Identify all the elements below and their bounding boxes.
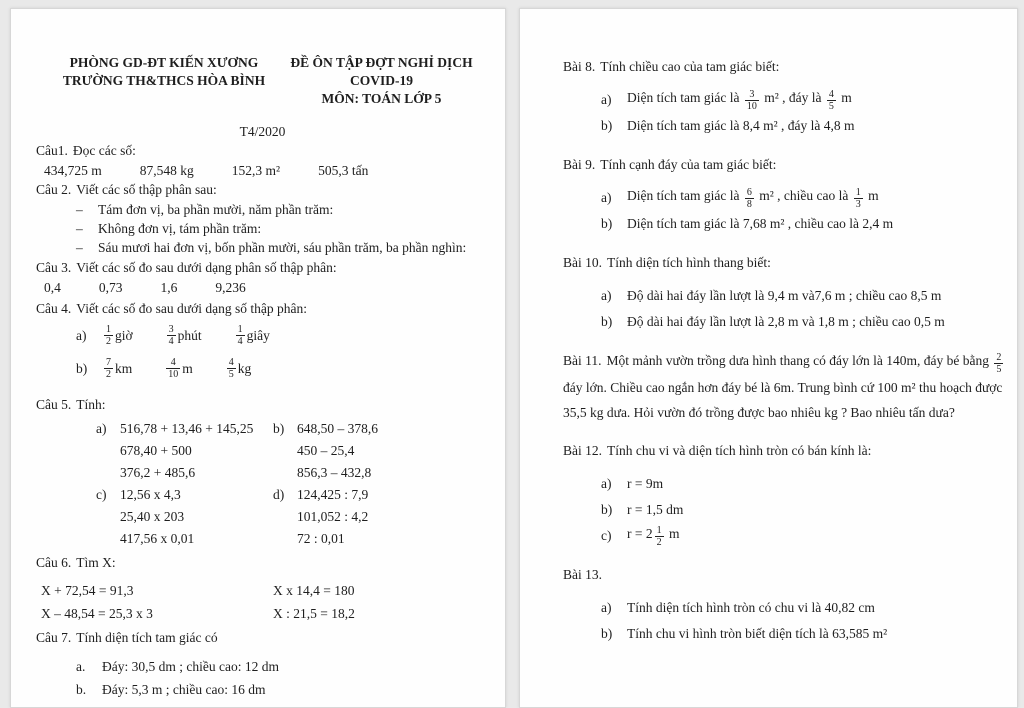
item-label: d) <box>273 487 285 502</box>
item-text: Diện tích tam giác là 8,4 m² , đáy là 4,8 m <box>627 118 855 133</box>
item-text: Tính chu vi hình tròn biết diện tích là 63,585 m² <box>627 626 888 641</box>
question <box>36 181 489 257</box>
page-1 <box>10 8 506 708</box>
question-label: Bài 12. <box>563 443 602 458</box>
question-heading <box>563 348 1009 425</box>
item-label: a. <box>76 658 86 674</box>
equation: X : 21,5 = 18,2 <box>273 606 355 621</box>
question-title: Tính cạnh đáy của tam giác biết: <box>600 157 777 172</box>
item-label: b) <box>601 314 613 329</box>
value: 152,3 m² <box>231 163 281 178</box>
question-label: Bài 9. <box>563 157 596 172</box>
list-item <box>563 113 1009 139</box>
list-item <box>563 185 1009 211</box>
item-text: Đáy: 30,5 dm ; chiều cao: 12 dm <box>102 658 279 674</box>
fraction-numerator: 7 <box>106 357 111 368</box>
value: $\frac{7}{2}$ km <box>106 357 133 380</box>
school-name: TRƯỜNG TH&THCS HÒA BÌNH <box>62 73 266 88</box>
item-label <box>273 440 297 462</box>
document-header <box>54 54 489 108</box>
value: 87,548 kg <box>139 163 194 178</box>
value: $\frac{4}{5}$ kg <box>228 357 252 380</box>
question-heading <box>563 54 1009 79</box>
question <box>563 54 1009 139</box>
question <box>563 152 1009 237</box>
fraction-denominator: 8 <box>746 198 752 210</box>
item-label <box>96 462 120 484</box>
question <box>563 562 1009 647</box>
list-item <box>563 87 1009 113</box>
equation-text: 678,40 + 500 <box>120 443 192 458</box>
item-list <box>563 283 1009 335</box>
value: 0,4 <box>44 280 61 295</box>
equation <box>273 440 489 462</box>
question <box>36 396 489 550</box>
value: $\frac{1}{2}$ giờ <box>106 324 133 347</box>
dash-bullet: – <box>76 221 83 236</box>
question-title: Viết các số thập phân sau: <box>76 182 217 197</box>
question-label: Câu 5. <box>36 397 72 412</box>
equation-text: 516,78 + 13,46 + 145,25 <box>120 421 254 436</box>
fraction-rows <box>36 319 489 385</box>
fraction-denominator: 10 <box>168 369 179 380</box>
fraction-denominator: 10 <box>746 100 757 112</box>
list-item <box>563 309 1009 335</box>
item-label: b) <box>76 360 88 376</box>
fraction <box>745 89 759 112</box>
values <box>102 324 270 347</box>
question-heading <box>563 250 1009 275</box>
question-label: Câu 6. <box>36 555 72 570</box>
question-label: Câu1. <box>36 143 68 158</box>
fraction <box>227 357 236 380</box>
dash-bullet: – <box>76 202 83 217</box>
question <box>36 629 489 701</box>
item-list <box>563 595 1009 647</box>
dash-list <box>36 200 489 257</box>
fraction <box>166 357 180 380</box>
fraction-denominator: 3 <box>855 198 861 210</box>
question-heading <box>36 396 489 413</box>
equation-text: 12,56 x 4,3 <box>120 487 181 502</box>
calc-columns <box>36 418 489 550</box>
equation-text: 417,56 x 0,01 <box>120 531 195 546</box>
list-item <box>563 283 1009 309</box>
page-2-content <box>520 9 1017 647</box>
equation <box>96 418 273 440</box>
equation-text: 856,3 – 432,8 <box>297 465 372 480</box>
equation <box>273 462 489 484</box>
item-text: Diện tích tam giác là 7,68 m² , chiều cao là 2,4 m <box>627 216 894 231</box>
item-text: r = 2 $\frac{1}{2}$ m <box>627 524 680 548</box>
fraction <box>167 324 176 347</box>
question-heading <box>36 629 489 646</box>
school-block <box>54 54 274 108</box>
questions-right <box>563 54 1009 647</box>
fraction-numerator: 3 <box>168 324 174 335</box>
question-title: Tính chu vi và diện tích hình tròn có bán kính là: <box>607 443 872 458</box>
fraction <box>104 324 113 347</box>
list-item <box>563 621 1009 647</box>
question-label: Câu 7. <box>36 630 72 645</box>
equation <box>273 528 489 550</box>
question <box>36 142 489 179</box>
item-label: b) <box>601 216 613 231</box>
list-item <box>36 219 489 238</box>
equation <box>96 440 273 462</box>
item-label <box>96 528 120 550</box>
equation <box>96 528 273 550</box>
item-label: a) <box>601 92 612 107</box>
question <box>563 348 1009 425</box>
questions-left <box>36 142 489 701</box>
item-label: b) <box>601 502 613 517</box>
item-label <box>273 506 297 528</box>
dash-bullet: – <box>76 240 83 255</box>
item-label <box>273 528 297 550</box>
item-label: c) <box>96 487 107 502</box>
question <box>36 259 489 296</box>
fraction-numerator: 4 <box>166 357 180 369</box>
item-label: a) <box>601 288 612 303</box>
question-label: Bài 10. <box>563 255 602 270</box>
item-text: Không đơn vị, tám phần trăm: <box>98 221 262 236</box>
question-title: Tìm X: <box>76 555 116 570</box>
item-label: a) <box>76 327 87 343</box>
item-text: Diện tích tam giác là $\frac{6}{8}$ m² , chiều cao là $\frac{1}{3}$ m <box>627 186 879 210</box>
fraction-denominator: 5 <box>996 364 1002 375</box>
fraction <box>236 324 245 347</box>
fraction-numerator: 1 <box>855 186 861 198</box>
equation-text: 101,052 : 4,2 <box>297 509 369 524</box>
equation: X + 72,54 = 91,3 <box>41 583 134 598</box>
fraction-numerator: 4 <box>228 357 234 368</box>
question-title: Tính: <box>76 397 106 412</box>
equation: X x 14,4 = 180 <box>273 583 355 598</box>
fraction <box>827 89 836 112</box>
list-item <box>563 211 1009 237</box>
item-label: a) <box>96 421 107 436</box>
question-heading <box>563 152 1009 177</box>
equation <box>96 462 273 484</box>
item-list <box>563 87 1009 139</box>
item-label: a) <box>601 476 612 491</box>
question-label: Câu 3. <box>36 260 72 275</box>
fraction-numerator: 6 <box>746 186 752 198</box>
equation <box>273 484 489 506</box>
equation-text: 72 : 0,01 <box>297 531 345 546</box>
equation-pairs <box>36 579 489 625</box>
question-label: Bài 8. <box>563 59 596 74</box>
question <box>36 554 489 625</box>
question-title: Viết các số đo sau dưới dạng phân số thập phân: <box>76 260 337 275</box>
department-name: PHÒNG GD-ĐT KIẾN XƯƠNG <box>69 55 259 70</box>
calc-column <box>273 418 489 550</box>
list-item <box>563 595 1009 621</box>
question <box>36 300 489 385</box>
item-label <box>273 462 297 484</box>
value: 1,6 <box>160 280 178 295</box>
equation <box>96 506 273 528</box>
equation-text: 376,2 + 485,6 <box>120 465 196 480</box>
equation: X – 48,54 = 25,3 x 3 <box>41 606 153 621</box>
values-row <box>36 279 489 296</box>
fraction-denominator: 5 <box>228 369 234 380</box>
fraction-numerator: 3 <box>745 89 759 101</box>
item-label: b. <box>76 681 87 697</box>
value: $\frac{3}{4}$ phút <box>168 324 202 347</box>
fraction-denominator: 2 <box>106 369 111 380</box>
question-title: Đọc các số: <box>72 143 136 158</box>
equation <box>273 418 489 440</box>
list-item <box>563 523 1009 549</box>
question-heading <box>563 562 1009 587</box>
page-1-content <box>11 9 505 701</box>
fraction-row <box>36 319 489 352</box>
fraction-numerator: 1 <box>656 524 662 536</box>
question-label: Câu 4. <box>36 301 72 316</box>
fraction-denominator: 4 <box>237 336 243 347</box>
value: $\frac{4}{10}$ m <box>168 357 193 380</box>
question-label: Bài 11. <box>563 353 602 368</box>
fraction-denominator: 2 <box>656 536 662 548</box>
page-2 <box>519 8 1018 708</box>
item-label: a) <box>601 600 612 615</box>
question <box>563 250 1009 335</box>
calc-column <box>96 418 273 550</box>
value: 0,73 <box>98 280 123 295</box>
question-label: Câu 2. <box>36 182 72 197</box>
fraction-denominator: 5 <box>828 100 834 112</box>
value: 505,3 tấn <box>318 163 369 178</box>
item-text: Độ dài hai đáy lần lượt là 2,8 m và 1,8 m ; chiều cao 0,5 m <box>627 314 945 329</box>
item-label <box>96 506 120 528</box>
document-title: ĐỀ ÔN TẬP ĐỢT NGHỈ DỊCH COVID-19 <box>290 55 473 88</box>
list-item <box>36 200 489 219</box>
equation <box>273 506 489 528</box>
item-list <box>563 471 1009 549</box>
fraction-denominator: 4 <box>168 336 174 347</box>
question <box>563 438 1009 549</box>
fraction-numerator: 1 <box>106 324 111 335</box>
item-text: r = 9m <box>627 476 664 491</box>
question-title: Tính diện tích hình thang biết: <box>607 255 771 270</box>
question-heading <box>36 259 489 276</box>
document-subject: MÔN: TOÁN LỚP 5 <box>321 91 442 106</box>
list-item <box>36 678 489 701</box>
item-label: b) <box>273 421 285 436</box>
fraction-numerator: 4 <box>828 88 834 100</box>
value: $\frac{1}{4}$ giây <box>237 324 270 347</box>
fraction-denominator: 2 <box>106 336 111 347</box>
item-label: a) <box>601 190 612 205</box>
item-text: Diện tích tam giác là $\frac{3}{10}$ m² , đáy là $\frac{4}{5}$ m <box>627 88 852 112</box>
value: 9,236 <box>215 280 246 295</box>
values <box>102 357 251 380</box>
item-text: Tám đơn vị, ba phần mười, năm phần trăm: <box>98 202 334 217</box>
question-title: Tính chiều cao của tam giác biết: <box>600 59 780 74</box>
question-title: Một mảnh vườn trồng dưa hình thang có đáy lớn là 140m, đáy bé bằng $\frac{2}{5}$ đáy lớn. Chiều cao ngắn hơn đáy bé là 6m. Trung bình cứ 100 m² thu hoạch được 35,5 kg dưa. Hỏi vườn đó trồng được bao nhiêu kg ? Bao nhiêu tấn dưa? <box>563 352 1003 420</box>
equation <box>96 484 273 506</box>
fraction-row <box>36 352 489 385</box>
question-title: Tính diện tích tam giác có <box>76 630 218 645</box>
fraction <box>655 525 664 548</box>
question-heading <box>36 142 489 159</box>
question-title: Viết các số đo sau dưới dạng số thập phân: <box>76 301 307 316</box>
item-label <box>96 440 120 462</box>
item-text: Đáy: 5,3 m ; chiều cao: 16 dm <box>102 681 266 697</box>
list-item <box>563 497 1009 523</box>
item-text: r = 1,5 dm <box>627 502 684 517</box>
fraction-numerator: 1 <box>237 324 243 335</box>
equation-text: 450 – 25,4 <box>297 443 355 458</box>
list-item <box>36 238 489 257</box>
fraction-numerator: 2 <box>996 352 1002 363</box>
question-label: Bài 13. <box>563 567 602 582</box>
item-label: b) <box>601 626 613 641</box>
value: 434,725 m <box>44 163 102 178</box>
list-item <box>36 655 489 678</box>
document-date: T4/2020 <box>239 124 286 139</box>
equation-text: 25,40 x 203 <box>120 509 185 524</box>
values-row <box>36 162 489 179</box>
equation-text: 648,50 – 378,6 <box>297 421 378 436</box>
fraction <box>745 187 754 210</box>
item-label: b) <box>601 118 613 133</box>
equation-text: 124,425 : 7,9 <box>297 487 369 502</box>
item-list <box>36 655 489 701</box>
fraction <box>104 357 113 380</box>
item-text: Độ dài hai đáy lần lượt là 9,4 m và7,6 m ; chiều cao 8,5 m <box>627 288 942 303</box>
list-item <box>563 471 1009 497</box>
item-text: Tính diện tích hình tròn có chu vi là 40,82 cm <box>627 600 875 615</box>
question-heading <box>36 554 489 571</box>
item-label: c) <box>601 528 612 543</box>
title-block <box>274 54 489 108</box>
question-heading <box>36 181 489 198</box>
question-heading <box>563 438 1009 463</box>
question-heading <box>36 300 489 317</box>
fraction <box>994 352 1003 375</box>
item-text: Sáu mươi hai đơn vị, bốn phần mười, sáu phần trăm, ba phần nghìn: <box>98 240 467 255</box>
fraction <box>854 187 863 210</box>
item-list <box>563 185 1009 237</box>
